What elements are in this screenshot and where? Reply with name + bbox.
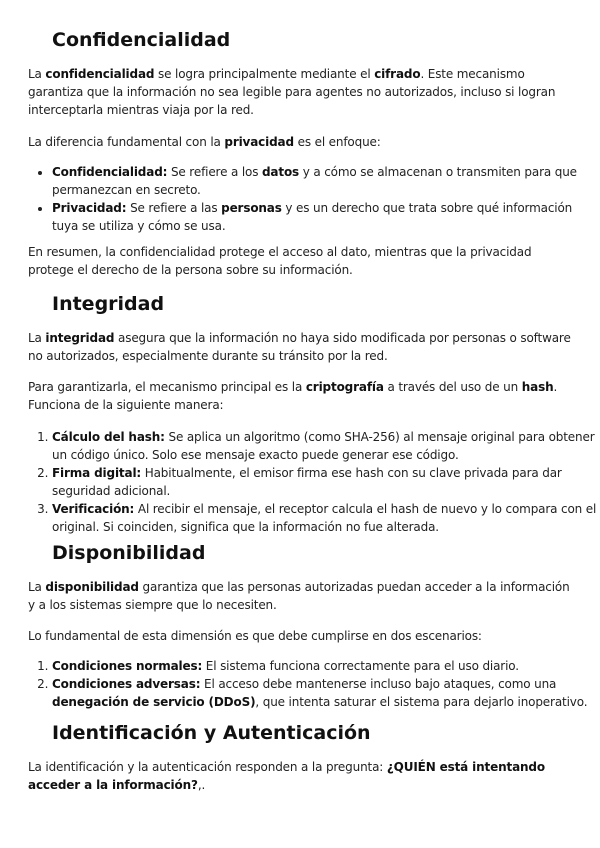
item-label: Confidencialidad: — [52, 165, 168, 179]
text: El acceso debe mantenerse incluso bajo ataques, como una — [200, 677, 557, 691]
paragraph-diferencia — [28, 133, 574, 151]
bold-term: hash — [521, 380, 554, 394]
text: asegura que la información no haya sido modificada por personas o software no autorizados, especialmente durante su tránsito por la red. — [28, 331, 571, 363]
text: garantiza que las personas autorizadas puedan acceder a la información y a los sistemas siempre que lo necesiten. — [28, 580, 570, 612]
bold-term: cifrado — [374, 67, 421, 81]
bold-term: ¿QUIÉN está intentando acceder a la información? — [28, 760, 545, 792]
list-item — [52, 464, 598, 500]
paragraph-escenarios: Lo fundamental de esta dimensión es que debe cumplirse en dos escenarios: — [28, 629, 482, 643]
text: La — [28, 331, 46, 345]
paragraph-confidencialidad-intro — [28, 65, 574, 119]
text: ,. — [197, 778, 206, 792]
text: La — [28, 67, 46, 81]
list-item — [52, 500, 598, 536]
text: Al recibir el mensaje, el receptor calcula el hash de nuevo y lo compara con el original. Si coinciden, significa que la información no fue alterada. — [52, 502, 597, 534]
bold-term: disponibilidad — [45, 580, 139, 594]
bullet-list-enfoque — [28, 163, 598, 235]
bold-term: datos — [261, 165, 300, 179]
text: a través del uso de un — [383, 380, 522, 394]
heading-integridad: Integridad — [52, 293, 165, 315]
paragraph-integridad-intro — [28, 329, 574, 365]
list-item — [52, 428, 598, 464]
text: y a cómo se almacenan o transmiten para que permanezcan en secreto. — [52, 165, 577, 197]
text: , que intenta saturar el sistema para dejarlo inoperativo. — [255, 695, 588, 709]
text: Habitualmente, el emisor firma ese hash con su clave privada para dar seguridad adicional. — [52, 466, 562, 498]
item-label: Firma digital: — [52, 466, 142, 480]
bold-term: privacidad — [224, 135, 294, 149]
text: La identificación y la autenticación responden a la pregunta: — [28, 760, 387, 774]
bold-term: denegación de servicio (DDoS) — [52, 695, 256, 709]
list-item — [52, 163, 598, 199]
paragraph-disponibilidad-intro — [28, 578, 574, 614]
bold-term: criptografía — [305, 380, 384, 394]
text: y es un derecho que trata sobre qué información tuya se utiliza y cómo se usa. — [52, 201, 573, 233]
text: Se refiere a las — [126, 201, 222, 215]
item-label: Cálculo del hash: — [52, 430, 165, 444]
bold-term: personas — [221, 201, 282, 215]
text: La diferencia fundamental con la — [28, 135, 225, 149]
item-label: Verificación: — [52, 502, 135, 516]
item-label: Condiciones normales: — [52, 659, 203, 673]
paragraph-resumen: En resumen, la confidencialidad protege el acceso al dato, mientras que la privacidad protege el derecho de la persona sobre su información. — [28, 245, 532, 277]
text: se logra principalmente mediante el — [154, 67, 375, 81]
heading-identificacion: Identificación y Autenticación — [52, 722, 371, 744]
numbered-list-hash — [28, 428, 598, 536]
bold-term: integridad — [45, 331, 115, 345]
text: . Funciona de la siguiente manera: — [28, 380, 558, 412]
item-label: Condiciones adversas: — [52, 677, 201, 691]
heading-confidencialidad: Confidencialidad — [52, 29, 231, 51]
text: es el enfoque: — [293, 135, 381, 149]
text: Se refiere a los — [167, 165, 262, 179]
paragraph-identificacion-intro — [28, 758, 574, 794]
text: . Este mecanismo garantiza que la información no sea legible para agentes no autorizados, incluso si logran interceptarla mientras viaja por la red. — [28, 67, 556, 117]
list-item — [52, 657, 598, 675]
bold-term: confidencialidad — [45, 67, 155, 81]
text: Para garantizarla, el mecanismo principal es la — [28, 380, 306, 394]
text: La — [28, 580, 46, 594]
list-item — [52, 199, 598, 235]
text: El sistema funciona correctamente para el uso diario. — [202, 659, 519, 673]
heading-disponibilidad: Disponibilidad — [52, 542, 206, 564]
item-label: Privacidad: — [52, 201, 127, 215]
paragraph-garantizarla — [28, 378, 574, 414]
numbered-list-escenarios — [28, 657, 598, 711]
list-item — [52, 675, 598, 711]
text: Se aplica un algoritmo (como SHA-256) al mensaje original para obtener un código único. Solo ese mensaje exacto puede generar ese código. — [52, 430, 595, 462]
